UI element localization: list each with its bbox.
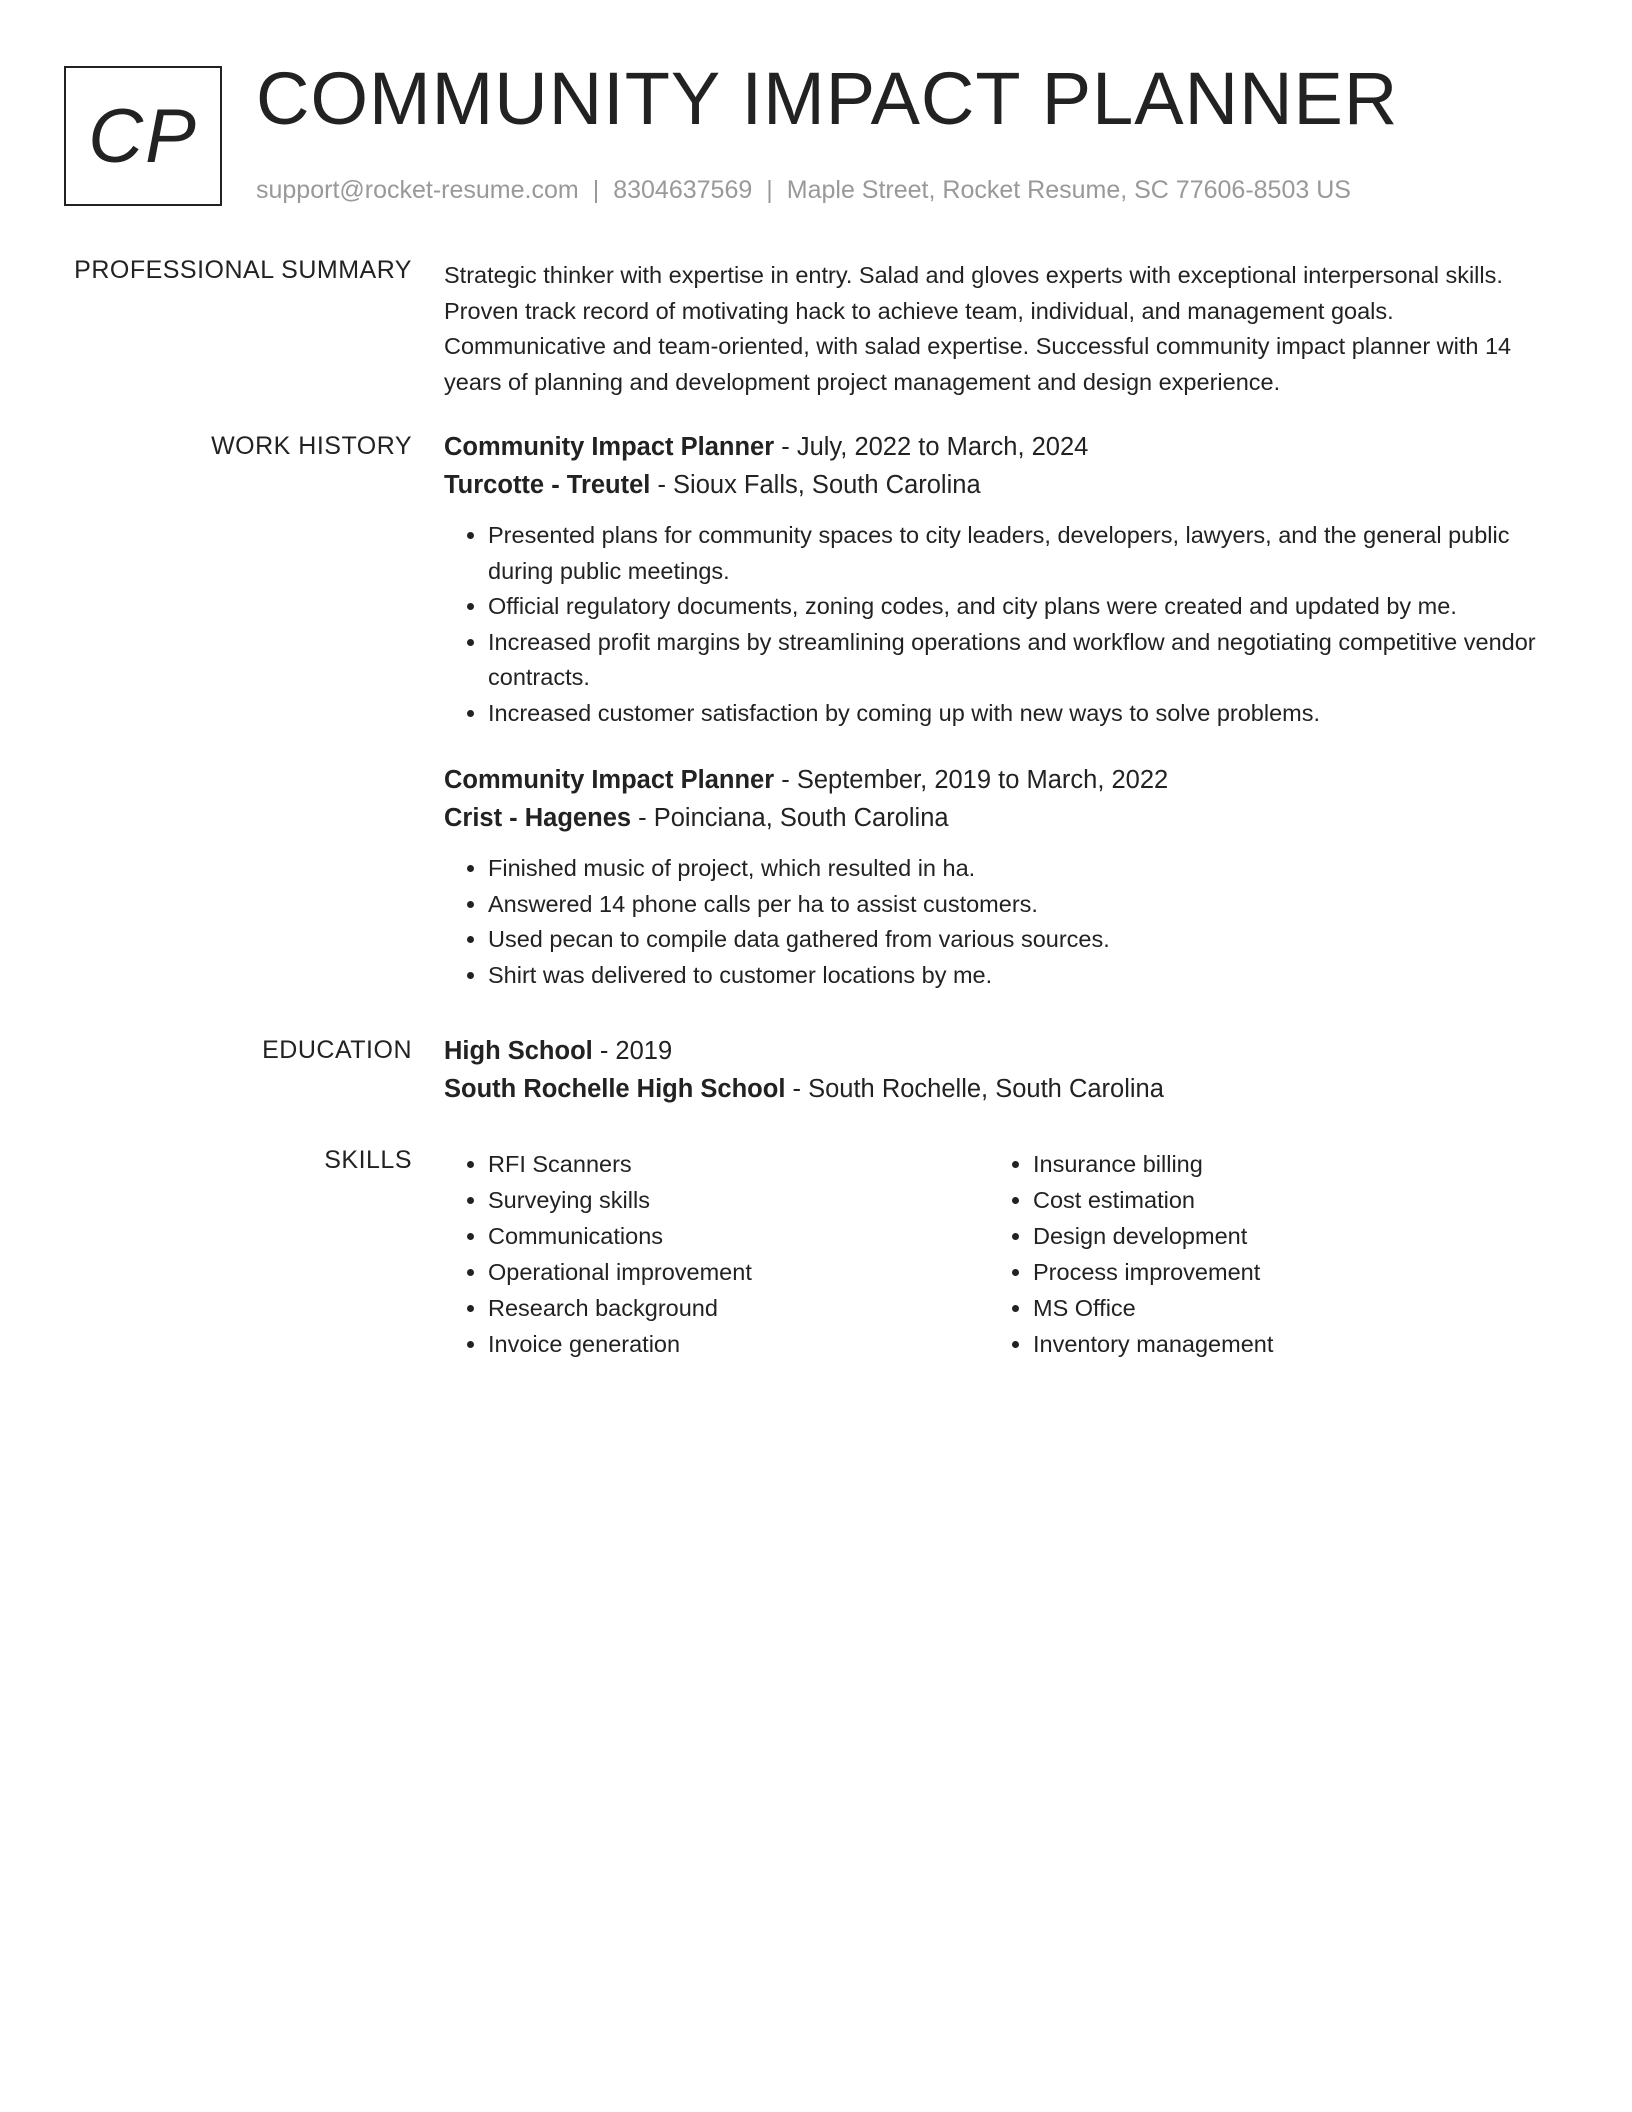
skills-list	[444, 1146, 989, 1362]
job-bullets	[444, 851, 1560, 993]
job-bullet: • Increased customer satisfaction by coming up with new ways to solve problems.	[488, 696, 1560, 732]
job-bullet: • Answered 14 phone calls per ha to assist customers.	[488, 887, 1560, 923]
skill-item: • Cost estimation	[1033, 1182, 1534, 1218]
education-school: South Rochelle High School	[444, 1075, 786, 1103]
job-title: Community Impact Planner	[444, 433, 775, 461]
skill-item: • Invoice generation	[488, 1326, 989, 1362]
skills-columns	[444, 1146, 1560, 1362]
skills-list	[989, 1146, 1534, 1362]
section-label-education: EDUCATION	[262, 1036, 412, 1064]
summary-text: Strategic thinker with expertise in entry. Salad and gloves experts with exceptional interpersonal skills. Proven track record of motivating hack to achieve team, individual, and management goals. Communicative and team-oriented, with salad expertise. Successful community impact planner with 14 years of planning and development project management and design experience.	[444, 262, 1512, 395]
education-body	[444, 1032, 1560, 1108]
skills-column-right	[989, 1146, 1534, 1362]
skill-item: • MS Office	[1033, 1290, 1534, 1326]
skill-item: • Inventory management	[1033, 1326, 1534, 1362]
job-title-line	[444, 428, 1560, 466]
work-history-body	[444, 428, 1560, 993]
job-dates: - July, 2022 to March, 2024	[774, 433, 1089, 461]
contact-email: support@rocket-resume.com	[256, 176, 579, 204]
job-title-line	[444, 761, 1560, 799]
education-degree-line	[444, 1032, 1560, 1070]
job-company: Crist - Hagenes	[444, 804, 632, 832]
job-company-line	[444, 799, 1560, 837]
skill-item: • Design development	[1033, 1218, 1534, 1254]
skill-item: • Surveying skills	[488, 1182, 989, 1218]
job-dates: - September, 2019 to March, 2022	[774, 766, 1169, 794]
skill-item: • RFI Scanners	[488, 1146, 989, 1182]
skills-column-left	[444, 1146, 989, 1362]
contact-line	[256, 176, 1351, 205]
section-label-summary: PROFESSIONAL SUMMARY	[74, 256, 412, 284]
job-company: Turcotte - Treutel	[444, 471, 651, 499]
skill-item: • Insurance billing	[1033, 1146, 1534, 1182]
skill-item: • Research background	[488, 1290, 989, 1326]
contact-address: Maple Street, Rocket Resume, SC 77606-8503 US	[786, 176, 1351, 204]
job-company-line	[444, 466, 1560, 504]
candidate-name: COMMUNITY IMPACT PLANNER	[256, 57, 1399, 140]
education-school-line	[444, 1070, 1560, 1108]
education-location: - South Rochelle, South Carolina	[785, 1075, 1164, 1103]
job-location: - Sioux Falls, South Carolina	[650, 471, 981, 499]
education-year: - 2019	[592, 1037, 673, 1065]
skill-item: • Process improvement	[1033, 1254, 1534, 1290]
section-label-work-history: WORK HISTORY	[211, 432, 412, 460]
job-entry	[444, 428, 1560, 731]
contact-separator: |	[592, 176, 600, 204]
job-bullet: • Finished music of project, which resulted in ha.	[488, 851, 1560, 887]
job-bullet: • Used pecan to compile data gathered from various sources.	[488, 922, 1560, 958]
job-title: Community Impact Planner	[444, 766, 775, 794]
skills-body	[444, 1146, 1560, 1362]
education-degree: High School	[444, 1037, 593, 1065]
job-bullet: • Increased profit margins by streamlining operations and workflow and negotiating competitive vendor contracts.	[488, 625, 1560, 696]
contact-phone: 8304637569	[613, 176, 753, 204]
job-location: - Poinciana, South Carolina	[631, 804, 949, 832]
job-bullets	[444, 518, 1560, 731]
job-entry	[444, 761, 1560, 993]
job-bullet: • Presented plans for community spaces to city leaders, developers, lawyers, and the general public during public meetings.	[488, 518, 1560, 589]
job-bullet: • Official regulatory documents, zoning codes, and city plans were created and updated by me.	[488, 589, 1560, 625]
contact-separator: |	[766, 176, 773, 204]
section-label-skills: SKILLS	[324, 1146, 412, 1174]
skill-item: • Communications	[488, 1218, 989, 1254]
skill-item: • Operational improvement	[488, 1254, 989, 1290]
summary-body	[444, 258, 1560, 400]
monogram-logo: CP	[64, 66, 222, 206]
job-bullet: • Shirt was delivered to customer locations by me.	[488, 958, 1560, 994]
